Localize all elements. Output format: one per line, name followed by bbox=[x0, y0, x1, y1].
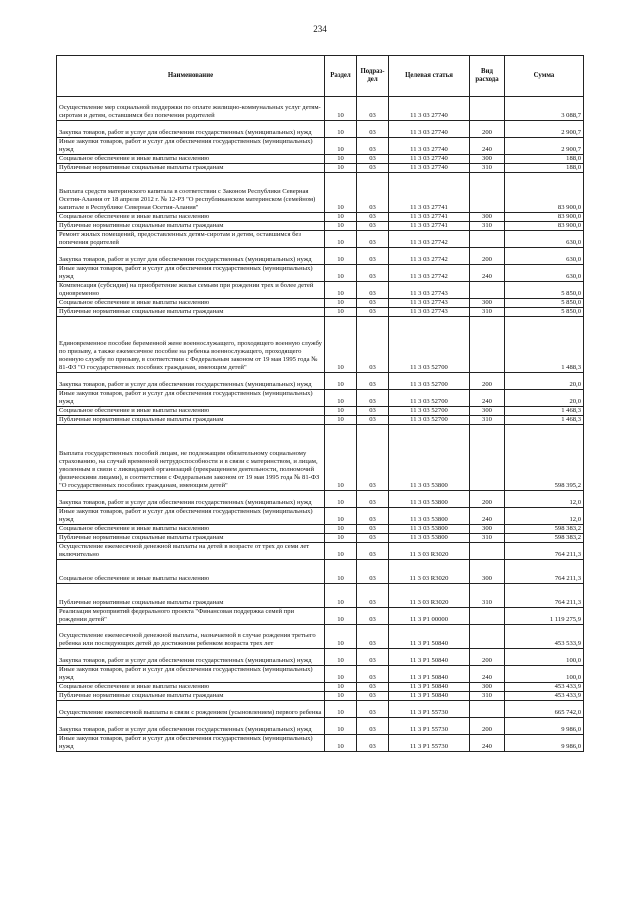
row-celevaya-statya: 11 3 03 27742 bbox=[389, 248, 470, 265]
row-podrazdel: 03 bbox=[357, 625, 389, 649]
row-name: Ремонт жилых помещений, предоставленных детям-сиротам и детям, оставшимся без попечения родителей bbox=[57, 231, 325, 248]
row-vid-rashoda bbox=[470, 97, 505, 121]
row-razdel: 10 bbox=[325, 692, 357, 701]
row-celevaya-statya: 11 3 03 R3020 bbox=[389, 584, 470, 608]
row-vid-rashoda: 240 bbox=[470, 735, 505, 752]
row-razdel: 10 bbox=[325, 625, 357, 649]
row-podrazdel: 03 bbox=[357, 407, 389, 416]
row-vid-rashoda: 310 bbox=[470, 308, 505, 317]
table-row bbox=[57, 425, 584, 491]
row-razdel: 10 bbox=[325, 735, 357, 752]
row-celevaya-statya: 11 3 03 53800 bbox=[389, 525, 470, 534]
table-row bbox=[57, 407, 584, 416]
row-podrazdel: 03 bbox=[357, 425, 389, 491]
row-razdel: 10 bbox=[325, 213, 357, 222]
table-row bbox=[57, 155, 584, 164]
table-row bbox=[57, 299, 584, 308]
table-row bbox=[57, 649, 584, 666]
table-row bbox=[57, 491, 584, 508]
row-razdel: 10 bbox=[325, 390, 357, 407]
row-podrazdel: 03 bbox=[357, 265, 389, 282]
row-name: Выплата государственных пособий лицам, не подлежащим обязательному социальному страхованию, на случай временной нетрудоспособности и в связи с материнством, и лицам, уволенным в связи с ликвидацией организаций (прекращением деятельности, полномочий физическими лицами), в соответствии с Федеральным законом от 19 мая 1995 года № 81-ФЗ "О государственных пособиях гражданам, имеющим детей" bbox=[57, 425, 325, 491]
row-podrazdel: 03 bbox=[357, 97, 389, 121]
row-celevaya-statya: 11 3 P1 55730 bbox=[389, 718, 470, 735]
row-razdel: 10 bbox=[325, 534, 357, 543]
row-name: Публичные нормативные социальные выплаты гражданам bbox=[57, 222, 325, 231]
row-celevaya-statya: 11 3 03 27740 bbox=[389, 121, 470, 138]
row-summa: 630,0 bbox=[505, 248, 584, 265]
row-name: Компенсация (субсидия) на приобретение жилья семьям при рождении трех и более детей одновременно bbox=[57, 282, 325, 299]
row-vid-rashoda bbox=[470, 282, 505, 299]
row-razdel: 10 bbox=[325, 155, 357, 164]
row-vid-rashoda: 310 bbox=[470, 222, 505, 231]
row-razdel: 10 bbox=[325, 416, 357, 425]
row-podrazdel: 03 bbox=[357, 534, 389, 543]
row-summa: 100,0 bbox=[505, 649, 584, 666]
row-name: Осуществление ежемесячной выплаты в связи с рождением (усыновлением) первого ребенка bbox=[57, 701, 325, 718]
header-razdel: Раздел bbox=[325, 56, 357, 97]
table-row bbox=[57, 317, 584, 373]
table-row bbox=[57, 138, 584, 155]
row-vid-rashoda: 300 bbox=[470, 299, 505, 308]
row-name: Реализация мероприятий федерального проекта "Финансовая поддержка семей при рождении детей" bbox=[57, 608, 325, 625]
row-summa: 598 383,2 bbox=[505, 525, 584, 534]
row-razdel: 10 bbox=[325, 543, 357, 560]
row-razdel: 10 bbox=[325, 222, 357, 231]
row-podrazdel: 03 bbox=[357, 248, 389, 265]
row-podrazdel: 03 bbox=[357, 222, 389, 231]
row-vid-rashoda: 240 bbox=[470, 265, 505, 282]
row-celevaya-statya: 11 3 03 27743 bbox=[389, 308, 470, 317]
row-celevaya-statya: 11 3 03 27742 bbox=[389, 231, 470, 248]
row-podrazdel: 03 bbox=[357, 608, 389, 625]
row-name: Публичные нормативные социальные выплаты гражданам bbox=[57, 416, 325, 425]
table-row bbox=[57, 373, 584, 390]
row-summa: 630,0 bbox=[505, 265, 584, 282]
row-razdel: 10 bbox=[325, 608, 357, 625]
header-podrazdel: Подраз- дел bbox=[357, 56, 389, 97]
table-row bbox=[57, 666, 584, 683]
row-name: Иные закупки товаров, работ и услуг для обеспечения государственных (муниципальных) нужд bbox=[57, 508, 325, 525]
row-summa: 12,0 bbox=[505, 508, 584, 525]
row-name: Социальное обеспечение и иные выплаты населению bbox=[57, 407, 325, 416]
row-podrazdel: 03 bbox=[357, 308, 389, 317]
row-vid-rashoda: 310 bbox=[470, 692, 505, 701]
row-vid-rashoda: 300 bbox=[470, 683, 505, 692]
row-podrazdel: 03 bbox=[357, 508, 389, 525]
table-row bbox=[57, 282, 584, 299]
row-podrazdel: 03 bbox=[357, 416, 389, 425]
row-vid-rashoda: 310 bbox=[470, 534, 505, 543]
row-celevaya-statya: 11 3 03 27742 bbox=[389, 265, 470, 282]
row-summa: 5 850,0 bbox=[505, 308, 584, 317]
row-vid-rashoda bbox=[470, 173, 505, 213]
row-vid-rashoda: 240 bbox=[470, 666, 505, 683]
row-celevaya-statya: 11 3 P1 55730 bbox=[389, 735, 470, 752]
row-podrazdel: 03 bbox=[357, 299, 389, 308]
row-vid-rashoda: 310 bbox=[470, 584, 505, 608]
row-name: Осуществление мер социальной поддержки по оплате жилищно-коммунальных услуг детям-сиротам и детям, оставшимся без попечения родителей bbox=[57, 97, 325, 121]
row-podrazdel: 03 bbox=[357, 649, 389, 666]
row-podrazdel: 03 bbox=[357, 666, 389, 683]
row-name: Социальное обеспечение и иные выплаты населению bbox=[57, 683, 325, 692]
header-naimenovanie: Наименование bbox=[57, 56, 325, 97]
row-name: Осуществление ежемесячной денежной выплаты, назначаемой в случае рождения третьего ребенка или последующих детей до достижения ребенком возраста трех лет bbox=[57, 625, 325, 649]
row-summa: 188,0 bbox=[505, 155, 584, 164]
row-celevaya-statya: 11 3 03 52700 bbox=[389, 317, 470, 373]
row-name: Публичные нормативные социальные выплаты гражданам bbox=[57, 692, 325, 701]
table-row bbox=[57, 265, 584, 282]
row-summa: 3 088,7 bbox=[505, 97, 584, 121]
row-podrazdel: 03 bbox=[357, 173, 389, 213]
row-name: Социальное обеспечение и иные выплаты населению bbox=[57, 560, 325, 584]
row-name: Социальное обеспечение и иные выплаты населению bbox=[57, 213, 325, 222]
row-razdel: 10 bbox=[325, 308, 357, 317]
row-celevaya-statya: 11 3 03 52700 bbox=[389, 407, 470, 416]
row-vid-rashoda bbox=[470, 608, 505, 625]
table-header-row bbox=[57, 56, 584, 97]
row-razdel: 10 bbox=[325, 407, 357, 416]
row-summa: 100,0 bbox=[505, 666, 584, 683]
table-row bbox=[57, 683, 584, 692]
row-podrazdel: 03 bbox=[357, 560, 389, 584]
row-celevaya-statya: 11 3 03 53800 bbox=[389, 425, 470, 491]
table-row bbox=[57, 625, 584, 649]
row-celevaya-statya: 11 3 P1 50840 bbox=[389, 649, 470, 666]
row-summa: 764 211,3 bbox=[505, 560, 584, 584]
row-name: Публичные нормативные социальные выплаты гражданам bbox=[57, 164, 325, 173]
row-vid-rashoda: 300 bbox=[470, 525, 505, 534]
table-row bbox=[57, 508, 584, 525]
row-vid-rashoda: 240 bbox=[470, 390, 505, 407]
row-podrazdel: 03 bbox=[357, 213, 389, 222]
row-razdel: 10 bbox=[325, 248, 357, 265]
row-razdel: 10 bbox=[325, 718, 357, 735]
row-summa: 83 900,0 bbox=[505, 173, 584, 213]
row-name: Закупка товаров, работ и услуг для обеспечения государственных (муниципальных) нужд bbox=[57, 649, 325, 666]
row-razdel: 10 bbox=[325, 97, 357, 121]
row-podrazdel: 03 bbox=[357, 491, 389, 508]
row-razdel: 10 bbox=[325, 683, 357, 692]
row-celevaya-statya: 11 3 P1 00000 bbox=[389, 608, 470, 625]
row-celevaya-statya: 11 3 03 53800 bbox=[389, 491, 470, 508]
row-razdel: 10 bbox=[325, 560, 357, 584]
row-celevaya-statya: 11 3 03 27740 bbox=[389, 164, 470, 173]
row-name: Закупка товаров, работ и услуг для обеспечения государственных (муниципальных) нужд bbox=[57, 248, 325, 265]
row-celevaya-statya: 11 3 P1 55730 bbox=[389, 701, 470, 718]
row-vid-rashoda: 240 bbox=[470, 508, 505, 525]
page-number: 234 bbox=[313, 24, 327, 34]
row-summa: 630,0 bbox=[505, 231, 584, 248]
row-celevaya-statya: 11 3 03 R3020 bbox=[389, 560, 470, 584]
row-vid-rashoda: 200 bbox=[470, 718, 505, 735]
row-vid-rashoda: 240 bbox=[470, 138, 505, 155]
row-summa: 453 433,9 bbox=[505, 683, 584, 692]
table-row bbox=[57, 308, 584, 317]
row-razdel: 10 bbox=[325, 121, 357, 138]
row-summa: 2 900,7 bbox=[505, 138, 584, 155]
table-row bbox=[57, 164, 584, 173]
row-vid-rashoda: 200 bbox=[470, 649, 505, 666]
table-row bbox=[57, 525, 584, 534]
row-summa: 1 468,3 bbox=[505, 416, 584, 425]
table-row bbox=[57, 248, 584, 265]
row-razdel: 10 bbox=[325, 508, 357, 525]
row-name: Социальное обеспечение и иные выплаты населению bbox=[57, 155, 325, 164]
row-summa: 9 986,0 bbox=[505, 735, 584, 752]
row-name: Единовременное пособие беременной жене военнослужащего, проходящего военную службу по призыву, а также ежемесячное пособие на ребенка военнослужащего, проходящего военную службу по призыву, в соответствии с Федеральным законом от 19 мая 1995 года № 81-ФЗ "О государственных пособиях гражданам, имеющим детей" bbox=[57, 317, 325, 373]
row-razdel: 10 bbox=[325, 701, 357, 718]
row-celevaya-statya: 11 3 03 27741 bbox=[389, 222, 470, 231]
row-celevaya-statya: 11 3 03 52700 bbox=[389, 416, 470, 425]
row-celevaya-statya: 11 3 03 27741 bbox=[389, 173, 470, 213]
row-name: Публичные нормативные социальные выплаты гражданам bbox=[57, 308, 325, 317]
header-vid-rashoda: Вид расхода bbox=[470, 56, 505, 97]
row-summa: 764 211,3 bbox=[505, 584, 584, 608]
row-summa: 12,0 bbox=[505, 491, 584, 508]
table-row bbox=[57, 608, 584, 625]
row-name: Иные закупки товаров, работ и услуг для обеспечения государственных (муниципальных) нужд bbox=[57, 735, 325, 752]
row-summa: 188,0 bbox=[505, 164, 584, 173]
table-row bbox=[57, 534, 584, 543]
row-podrazdel: 03 bbox=[357, 164, 389, 173]
row-razdel: 10 bbox=[325, 282, 357, 299]
row-podrazdel: 03 bbox=[357, 231, 389, 248]
row-podrazdel: 03 bbox=[357, 683, 389, 692]
row-celevaya-statya: 11 3 P1 50840 bbox=[389, 692, 470, 701]
row-podrazdel: 03 bbox=[357, 718, 389, 735]
row-razdel: 10 bbox=[325, 173, 357, 213]
row-podrazdel: 03 bbox=[357, 317, 389, 373]
row-razdel: 10 bbox=[325, 666, 357, 683]
row-summa: 665 742,0 bbox=[505, 701, 584, 718]
row-vid-rashoda: 300 bbox=[470, 213, 505, 222]
row-razdel: 10 bbox=[325, 525, 357, 534]
row-razdel: 10 bbox=[325, 138, 357, 155]
row-vid-rashoda: 310 bbox=[470, 416, 505, 425]
row-vid-rashoda bbox=[470, 425, 505, 491]
row-celevaya-statya: 11 3 03 27740 bbox=[389, 138, 470, 155]
row-name: Социальное обеспечение и иные выплаты населению bbox=[57, 299, 325, 308]
row-name: Иные закупки товаров, работ и услуг для обеспечения государственных (муниципальных) нужд bbox=[57, 138, 325, 155]
row-podrazdel: 03 bbox=[357, 282, 389, 299]
row-summa: 9 986,0 bbox=[505, 718, 584, 735]
row-name: Публичные нормативные социальные выплаты гражданам bbox=[57, 534, 325, 543]
row-vid-rashoda: 300 bbox=[470, 155, 505, 164]
row-podrazdel: 03 bbox=[357, 584, 389, 608]
row-summa: 20,0 bbox=[505, 373, 584, 390]
row-vid-rashoda: 310 bbox=[470, 164, 505, 173]
table-row bbox=[57, 222, 584, 231]
table-row bbox=[57, 121, 584, 138]
table-row bbox=[57, 718, 584, 735]
row-vid-rashoda bbox=[470, 543, 505, 560]
row-razdel: 10 bbox=[325, 317, 357, 373]
row-summa: 598 383,2 bbox=[505, 534, 584, 543]
row-vid-rashoda: 200 bbox=[470, 491, 505, 508]
row-podrazdel: 03 bbox=[357, 543, 389, 560]
table-row bbox=[57, 231, 584, 248]
row-celevaya-statya: 11 3 P1 50840 bbox=[389, 666, 470, 683]
row-name: Иные закупки товаров, работ и услуг для обеспечения государственных (муниципальных) нужд bbox=[57, 666, 325, 683]
row-razdel: 10 bbox=[325, 584, 357, 608]
row-vid-rashoda: 300 bbox=[470, 407, 505, 416]
table-row bbox=[57, 692, 584, 701]
row-vid-rashoda: 200 bbox=[470, 248, 505, 265]
row-celevaya-statya: 11 3 03 27743 bbox=[389, 282, 470, 299]
row-celevaya-statya: 11 3 03 52700 bbox=[389, 373, 470, 390]
row-summa: 2 900,7 bbox=[505, 121, 584, 138]
row-vid-rashoda bbox=[470, 231, 505, 248]
row-podrazdel: 03 bbox=[357, 155, 389, 164]
row-summa: 5 850,0 bbox=[505, 282, 584, 299]
row-name: Закупка товаров, работ и услуг для обеспечения государственных (муниципальных) нужд bbox=[57, 718, 325, 735]
row-razdel: 10 bbox=[325, 164, 357, 173]
row-vid-rashoda bbox=[470, 317, 505, 373]
row-summa: 5 850,0 bbox=[505, 299, 584, 308]
row-razdel: 10 bbox=[325, 491, 357, 508]
row-razdel: 10 bbox=[325, 425, 357, 491]
row-podrazdel: 03 bbox=[357, 692, 389, 701]
table-row bbox=[57, 560, 584, 584]
table-row bbox=[57, 416, 584, 425]
row-summa: 83 900,0 bbox=[505, 213, 584, 222]
row-summa: 1 119 275,9 bbox=[505, 608, 584, 625]
row-name: Иные закупки товаров, работ и услуг для обеспечения государственных (муниципальных) нужд bbox=[57, 390, 325, 407]
row-name: Публичные нормативные социальные выплаты гражданам bbox=[57, 584, 325, 608]
header-summa: Сумма bbox=[505, 56, 584, 97]
row-podrazdel: 03 bbox=[357, 701, 389, 718]
row-name: Закупка товаров, работ и услуг для обеспечения государственных (муниципальных) нужд bbox=[57, 121, 325, 138]
row-celevaya-statya: 11 3 03 27740 bbox=[389, 97, 470, 121]
row-celevaya-statya: 11 3 P1 50840 bbox=[389, 683, 470, 692]
row-summa: 83 900,0 bbox=[505, 222, 584, 231]
row-summa: 453 533,9 bbox=[505, 625, 584, 649]
table-row bbox=[57, 97, 584, 121]
table-row bbox=[57, 701, 584, 718]
row-vid-rashoda bbox=[470, 701, 505, 718]
row-name: Иные закупки товаров, работ и услуг для обеспечения государственных (муниципальных) нужд bbox=[57, 265, 325, 282]
table-body bbox=[57, 97, 584, 752]
row-podrazdel: 03 bbox=[357, 121, 389, 138]
row-podrazdel: 03 bbox=[357, 138, 389, 155]
row-vid-rashoda: 200 bbox=[470, 121, 505, 138]
table-row bbox=[57, 390, 584, 407]
table-row bbox=[57, 584, 584, 608]
table-row bbox=[57, 735, 584, 752]
row-razdel: 10 bbox=[325, 231, 357, 248]
row-summa: 764 211,3 bbox=[505, 543, 584, 560]
row-celevaya-statya: 11 3 03 53800 bbox=[389, 534, 470, 543]
row-celevaya-statya: 11 3 03 52700 bbox=[389, 390, 470, 407]
row-razdel: 10 bbox=[325, 373, 357, 390]
row-summa: 453 433,9 bbox=[505, 692, 584, 701]
row-podrazdel: 03 bbox=[357, 525, 389, 534]
row-summa: 1 468,3 bbox=[505, 407, 584, 416]
table-row bbox=[57, 543, 584, 560]
row-celevaya-statya: 11 3 03 R3020 bbox=[389, 543, 470, 560]
row-podrazdel: 03 bbox=[357, 373, 389, 390]
row-summa: 598 395,2 bbox=[505, 425, 584, 491]
row-celevaya-statya: 11 3 P1 50840 bbox=[389, 625, 470, 649]
row-podrazdel: 03 bbox=[357, 735, 389, 752]
row-vid-rashoda: 200 bbox=[470, 373, 505, 390]
row-celevaya-statya: 11 3 03 27740 bbox=[389, 155, 470, 164]
row-podrazdel: 03 bbox=[357, 390, 389, 407]
row-celevaya-statya: 11 3 03 27741 bbox=[389, 213, 470, 222]
row-vid-rashoda bbox=[470, 625, 505, 649]
row-vid-rashoda: 300 bbox=[470, 560, 505, 584]
row-celevaya-statya: 11 3 03 27743 bbox=[389, 299, 470, 308]
budget-table bbox=[56, 55, 584, 752]
row-name: Закупка товаров, работ и услуг для обеспечения государственных (муниципальных) нужд bbox=[57, 491, 325, 508]
row-summa: 1 488,3 bbox=[505, 317, 584, 373]
table-row bbox=[57, 173, 584, 213]
row-razdel: 10 bbox=[325, 265, 357, 282]
row-summa: 20,0 bbox=[505, 390, 584, 407]
row-celevaya-statya: 11 3 03 53800 bbox=[389, 508, 470, 525]
row-name: Закупка товаров, работ и услуг для обеспечения государственных (муниципальных) нужд bbox=[57, 373, 325, 390]
row-razdel: 10 bbox=[325, 299, 357, 308]
row-name: Осуществление ежемесячной денежной выплаты на детей в возрасте от трех до семи лет включительно bbox=[57, 543, 325, 560]
header-celevaya-statya: Целевая статья bbox=[389, 56, 470, 97]
table-row bbox=[57, 213, 584, 222]
row-razdel: 10 bbox=[325, 649, 357, 666]
row-name: Выплата средств материнского капитала в соответствии с Законом Республики Северная Осетия-Алания от 18 апреля 2012 г. № 12-РЗ "О республиканском материнском (семейном) капитале в Республике Северная Осетия-Алания" bbox=[57, 173, 325, 213]
row-name: Социальное обеспечение и иные выплаты населению bbox=[57, 525, 325, 534]
